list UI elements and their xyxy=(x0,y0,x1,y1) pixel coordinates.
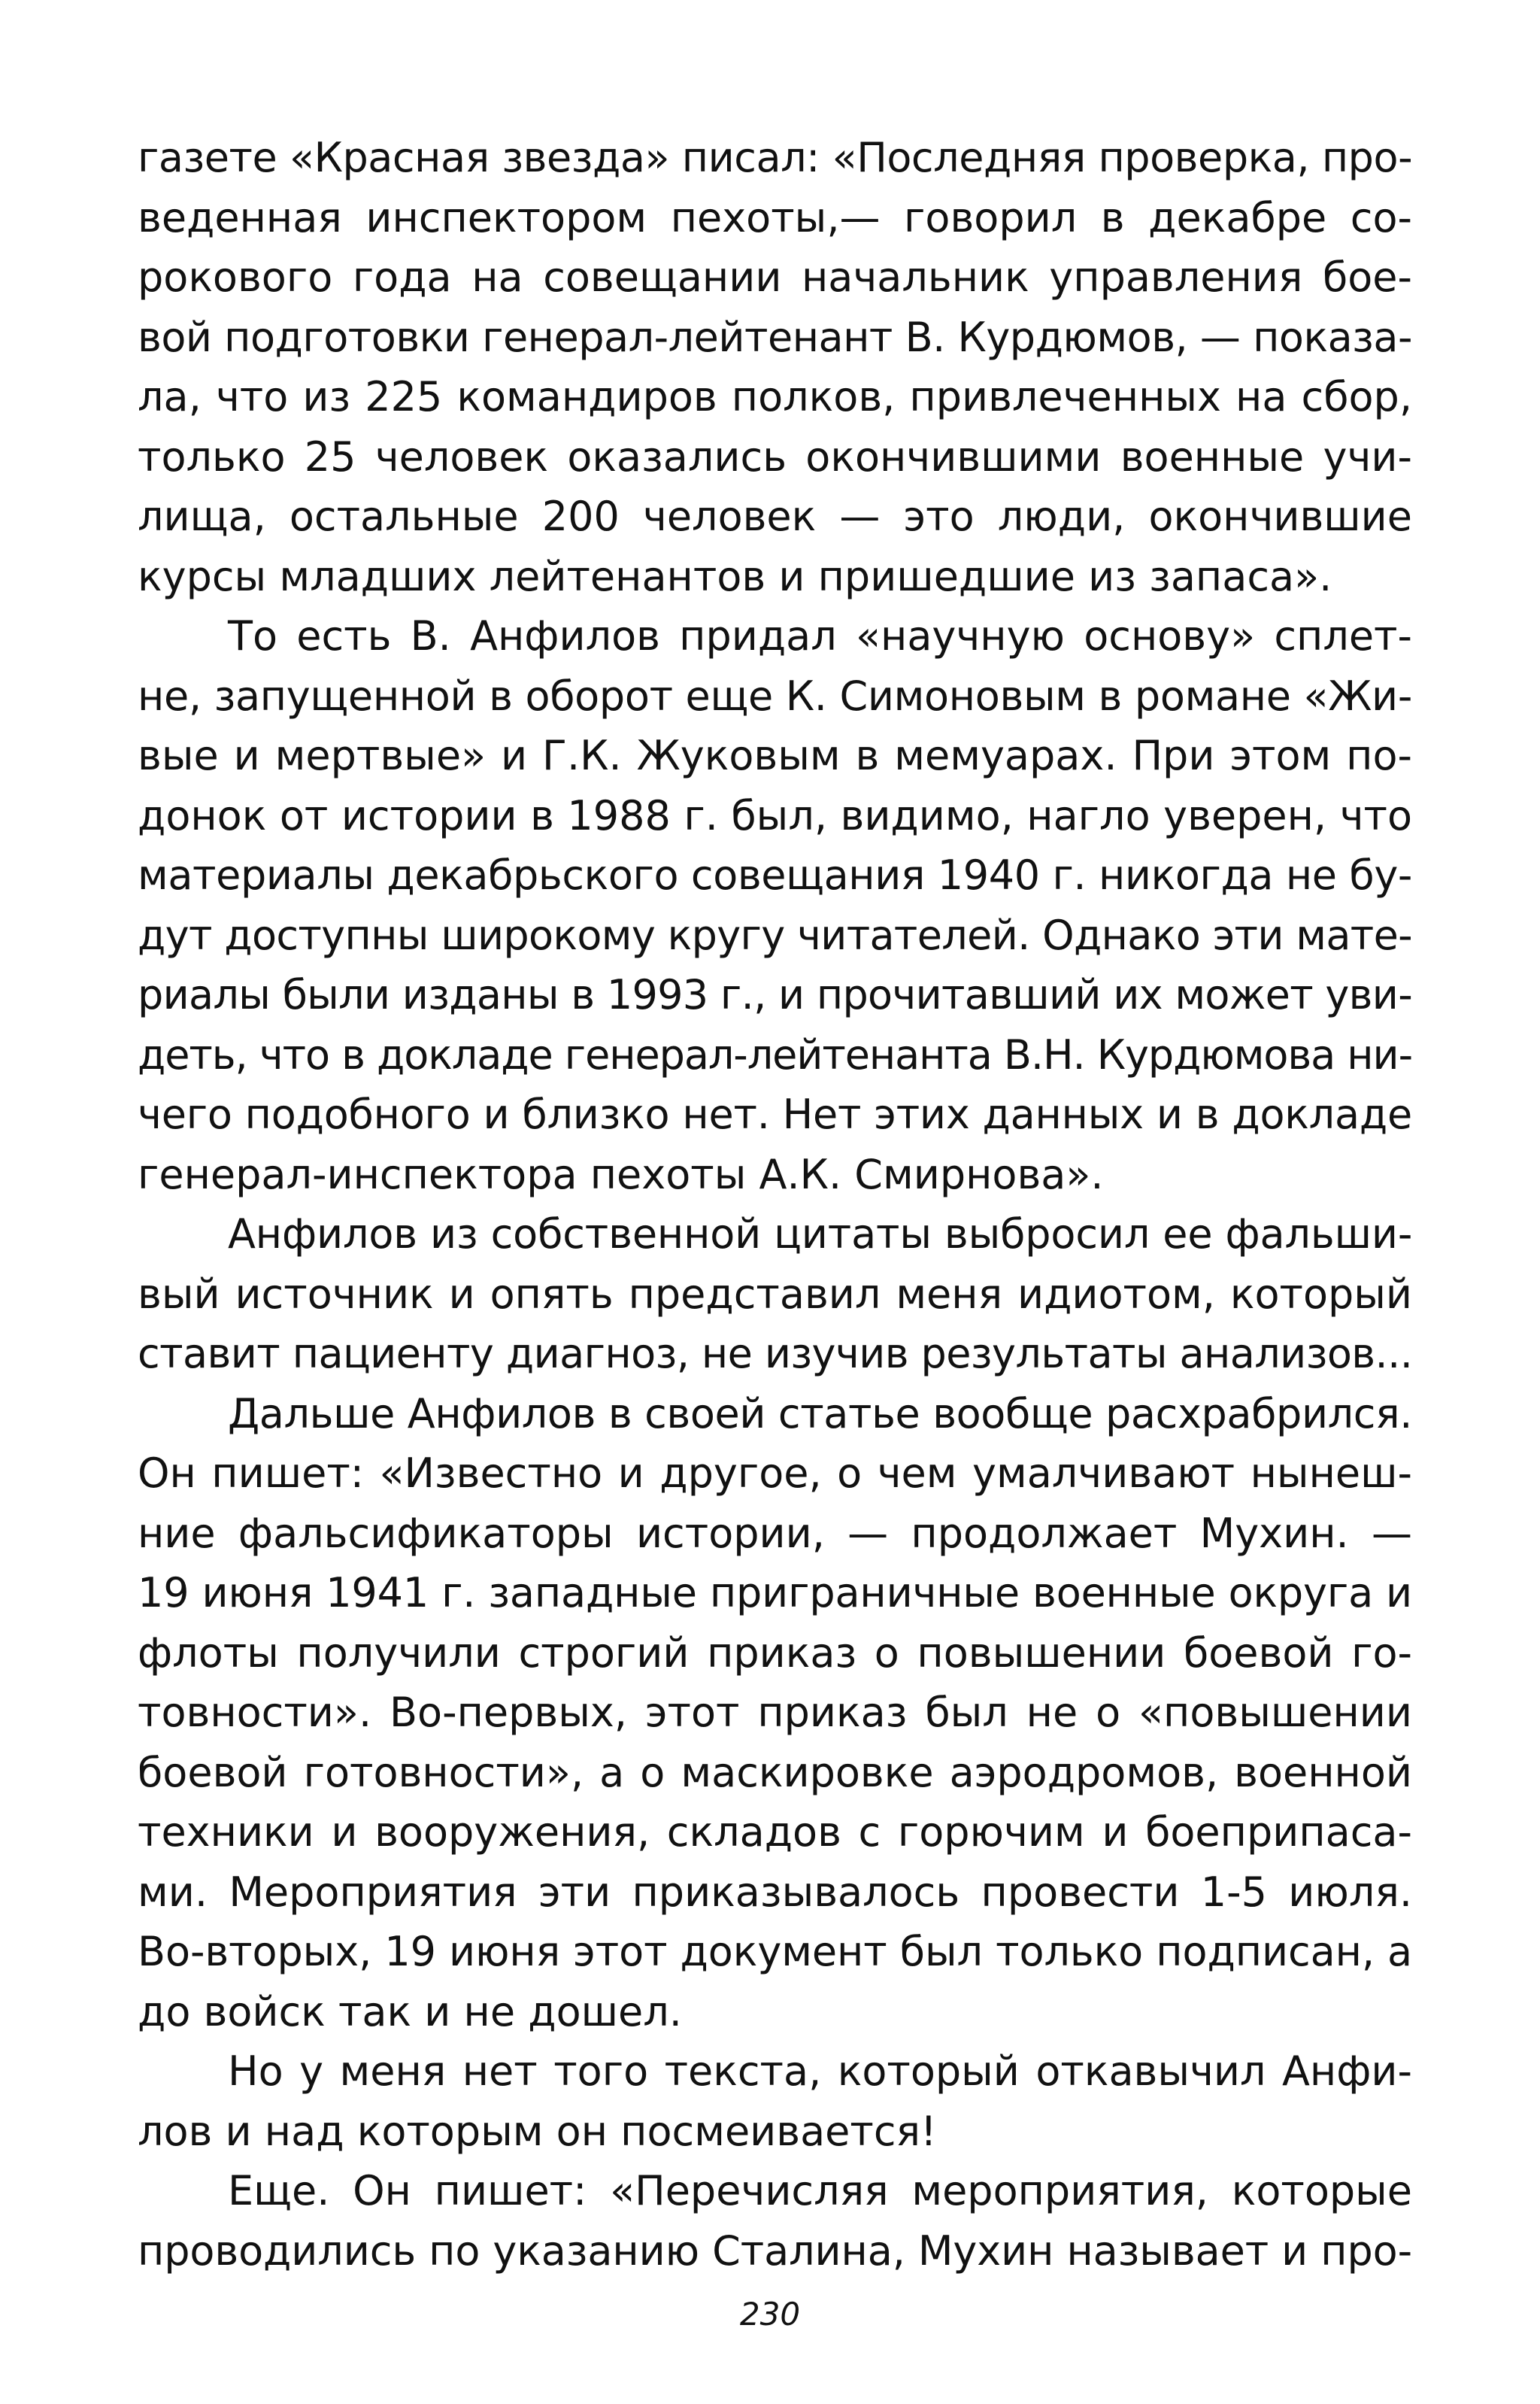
text-line: материалы декабрьского совещания 1940 г. никогда не бу- xyxy=(138,851,1412,899)
paragraph xyxy=(138,2041,1412,2161)
text-line: товности». Во-первых, этот приказ был не о «повышении xyxy=(138,1689,1412,1736)
text-line: техники и вооружения, складов с горючим и боеприпаса- xyxy=(138,1808,1412,1856)
text-line: 19 июня 1941 г. западные приграничные военные округа и xyxy=(138,1569,1412,1616)
text-line: ставит пациенту диагноз, не изучив результаты анализов... xyxy=(138,1330,1413,1377)
text-line: Дальше Анфилов в своей статье вообще расхрабрился. xyxy=(228,1389,1412,1437)
paragraph xyxy=(138,1384,1412,2042)
body-text xyxy=(138,128,1412,2281)
text-line: лища, остальные 200 человек — это люди, окончившие xyxy=(138,493,1412,540)
text-line: веденная инспектором пехоты,— говорил в декабре со- xyxy=(138,193,1412,241)
text-line: Во-вторых, 19 июня этот документ был только подписан, а xyxy=(138,1928,1413,1975)
paragraph xyxy=(138,128,1412,606)
text-line: Еще. Он пишет: «Перечисляя мероприятия, которые xyxy=(228,2167,1412,2214)
text-line: до войск так и не дошел. xyxy=(138,1987,682,2035)
text-line: только 25 человек оказались окончившими военные учи- xyxy=(138,433,1412,481)
text-line: Анфилов из собственной цитаты выбросил ее фальши- xyxy=(228,1210,1413,1258)
text-line: проводились по указанию Сталина, Мухин называет и про- xyxy=(138,2226,1412,2275)
text-line: Он пишет: «Известно и другое, о чем умалчивают нынеш- xyxy=(138,1449,1412,1497)
paragraph xyxy=(138,606,1412,1204)
text-line: газете «Красная звезда» писал: «Последняя проверка, про- xyxy=(138,134,1413,181)
paragraph xyxy=(138,1204,1412,1384)
text-line: вой подготовки генерал-лейтенант В. Курдюмов, — показа- xyxy=(138,313,1412,361)
text-line: риалы были изданы в 1993 г., и прочитавший их может уви- xyxy=(138,971,1412,1018)
text-line: лов и над которым он посмеивается! xyxy=(138,2107,937,2155)
text-line: донок от истории в 1988 г. был, видимо, нагло уверен, что xyxy=(138,791,1412,839)
text-line: Но у меня нет того текста, который откавычил Анфи- xyxy=(228,2047,1412,2095)
text-line: вый источник и опять представил меня идиотом, который xyxy=(138,1270,1412,1318)
text-line: То есть В. Анфилов придал «научную основу» сплет- xyxy=(228,612,1412,660)
paragraph xyxy=(138,2161,1412,2281)
text-line: генерал-инспектора пехоты А.К. Смирнова». xyxy=(138,1150,1104,1198)
text-line: курсы младших лейтенантов и пришедшие из запаса». xyxy=(138,552,1332,600)
text-line: рокового года на совещании начальник управления бое- xyxy=(138,253,1412,301)
text-line: ние фальсификаторы истории, — продолжает Мухин. — xyxy=(138,1509,1412,1557)
text-line: флоты получили строгий приказ о повышении боевой го- xyxy=(138,1628,1412,1677)
text-line: ла, что из 225 командиров полков, привлеченных на сбор, xyxy=(138,373,1412,420)
text-line: чего подобного и близко нет. Нет этих данных и в докладе xyxy=(138,1091,1412,1138)
text-line: вые и мертвые» и Г.К. Жуковым в мемуарах. При этом по- xyxy=(138,732,1412,779)
text-line: не, запущенной в оборот еще К. Симоновым в романе «Жи- xyxy=(138,672,1412,720)
text-line: ми. Мероприятия эти приказывалось провести 1-5 июля. xyxy=(138,1868,1412,1916)
text-line: боевой готовности», а о маскировке аэродромов, военной xyxy=(138,1748,1412,1796)
text-line: деть, что в докладе генерал-лейтенанта В.Н. Курдюмова ни- xyxy=(138,1031,1412,1079)
page-number: 230 xyxy=(739,2296,801,2333)
text-line: дут доступны широкому кругу читателей. Однако эти мате- xyxy=(138,911,1412,959)
